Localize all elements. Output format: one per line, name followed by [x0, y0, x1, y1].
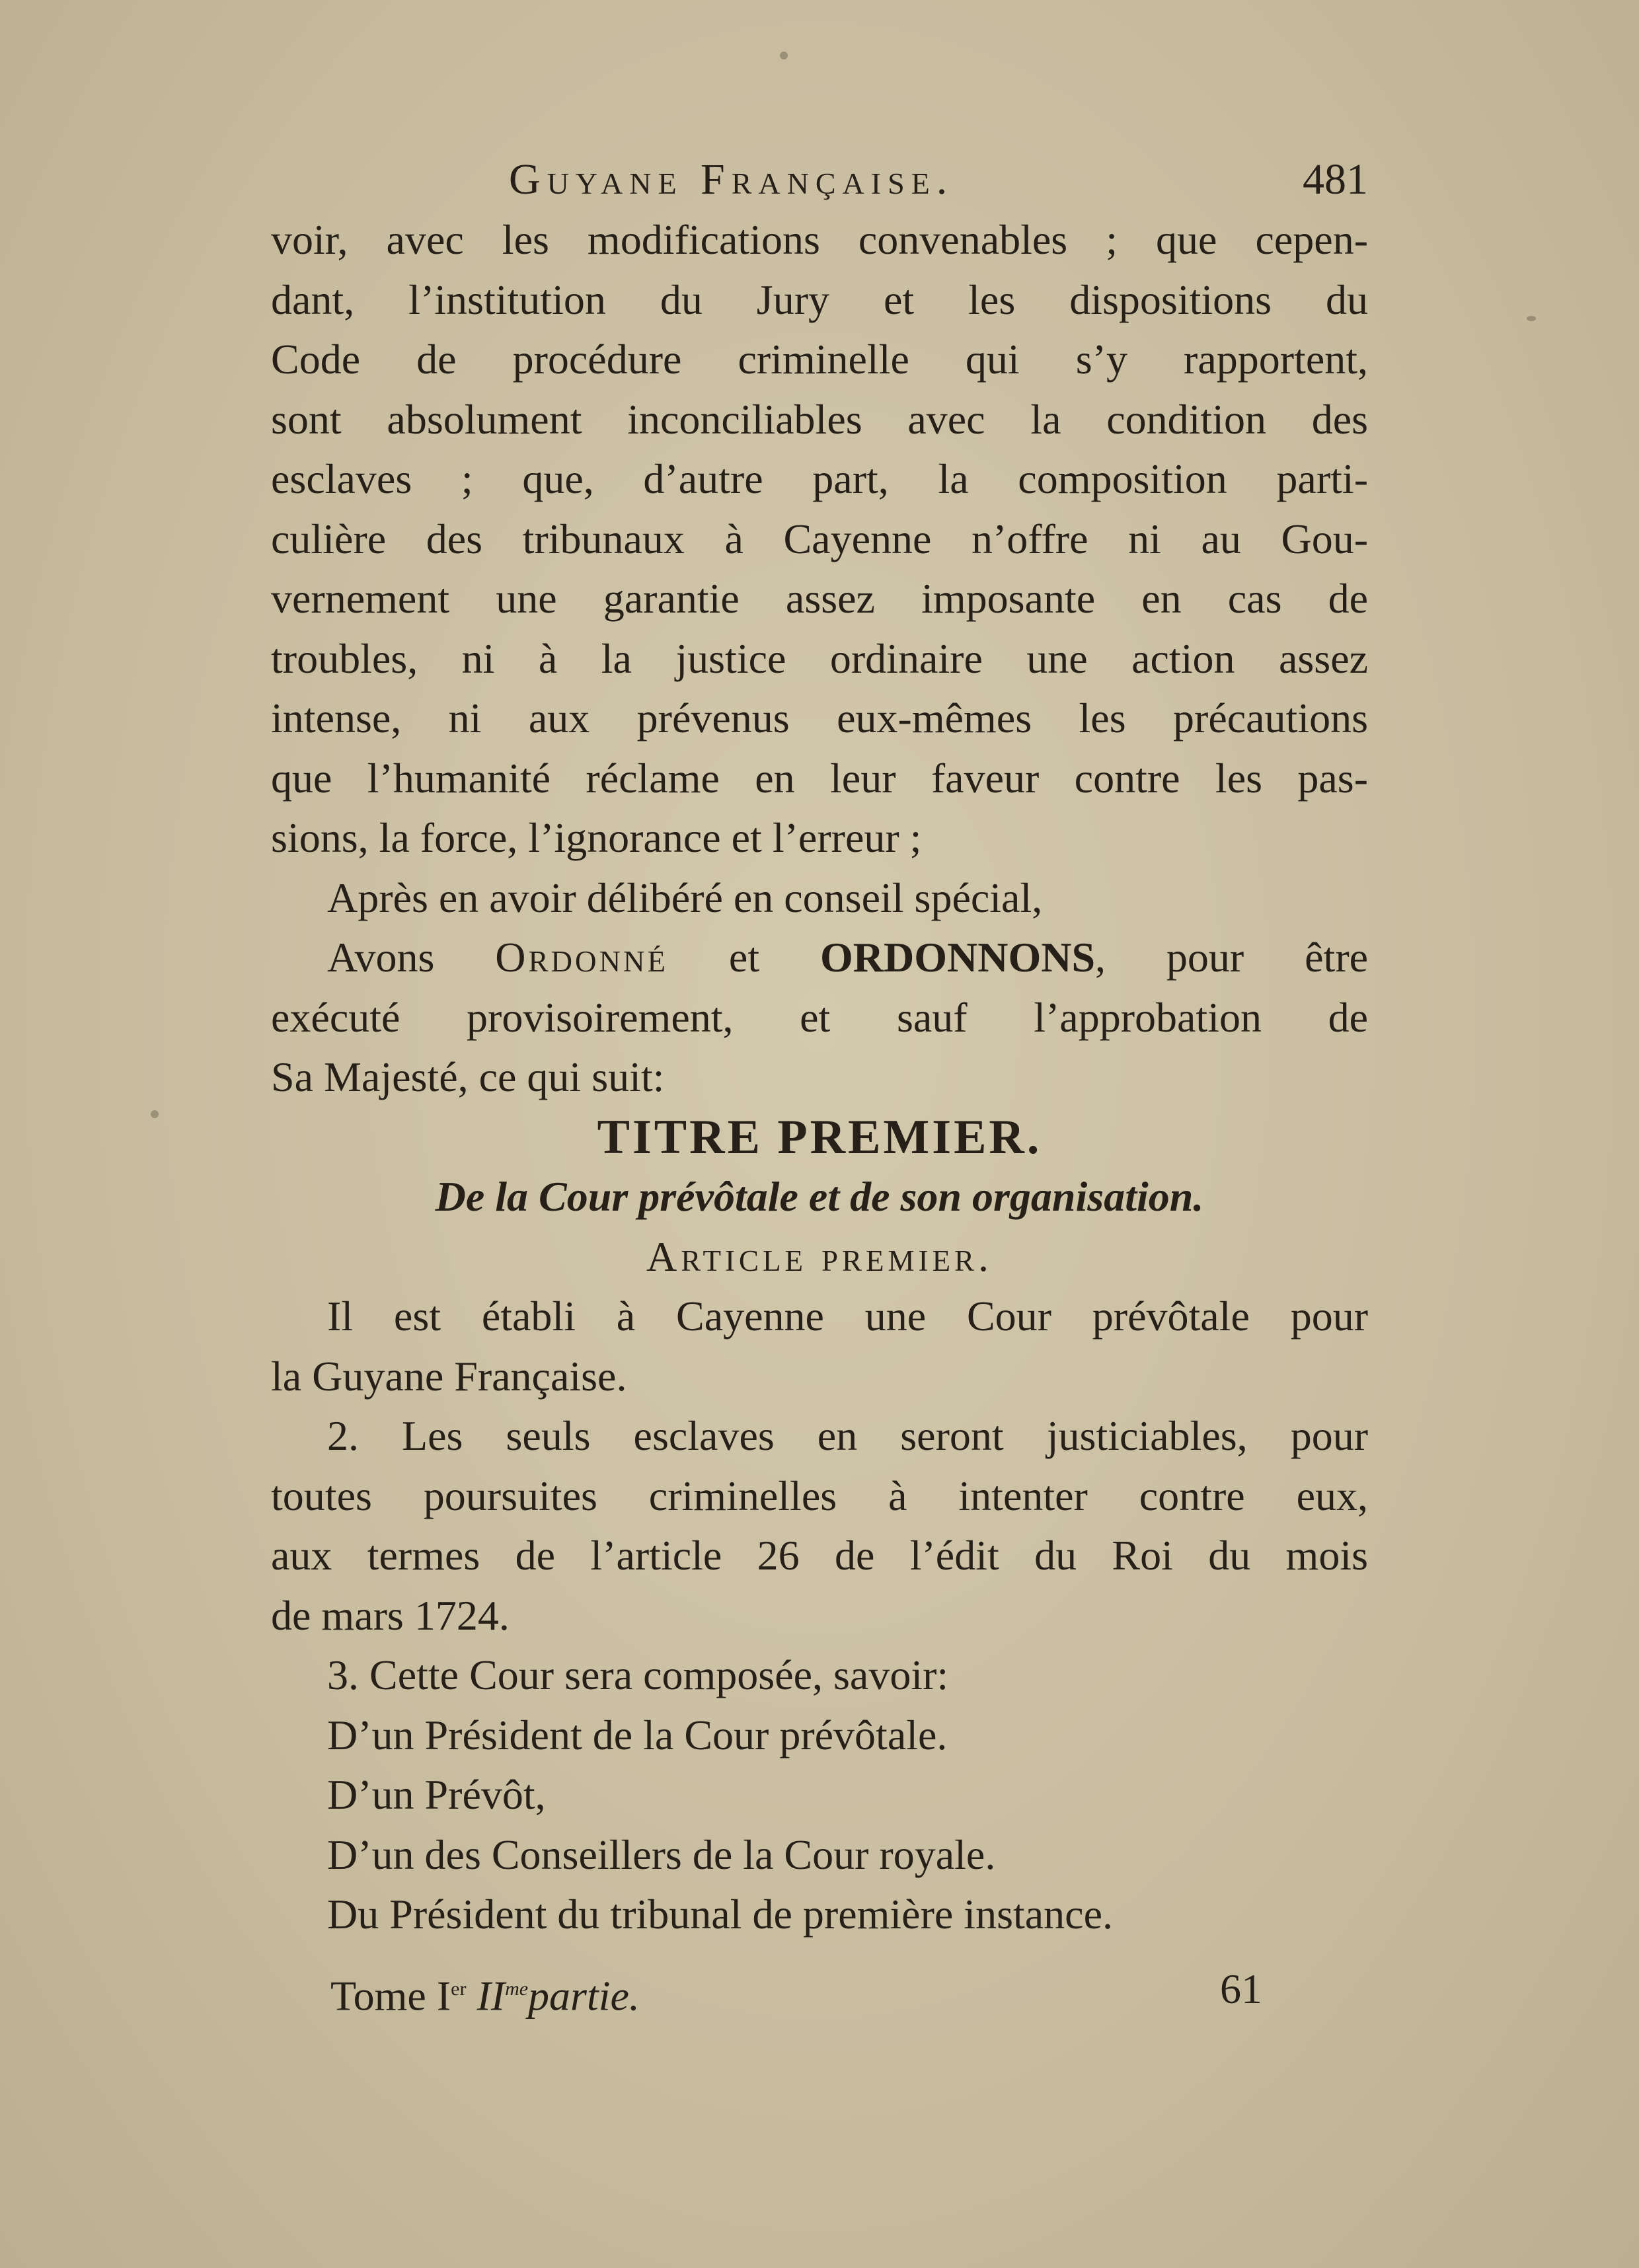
text-line: que l’humanité réclame en leur faveur contre les pas-: [271, 754, 1368, 802]
article-line: D’un des Conseillers de la Cour royale.: [327, 1831, 996, 1878]
avons-ordonnons-line: [271, 928, 1368, 988]
text-line: exécuté provisoirement, et sauf l’approbation de: [271, 993, 1368, 1041]
page-footer: [330, 1959, 1262, 2019]
page-body: [271, 210, 1368, 1945]
section-subtitle: De la Cour prévôtale et de son organisation.: [435, 1173, 1204, 1220]
et-word: et: [728, 934, 760, 981]
text-line: intense, ni aux prévenus eux-mêmes les précautions: [271, 695, 1368, 741]
text-line: sions, la force, l’ignorance et l’erreur ;: [271, 814, 922, 861]
article-line: D’un Prévôt,: [327, 1771, 546, 1818]
page-number: 481: [1303, 155, 1368, 204]
article-line: 3. Cette Cour sera composée, savoir:: [327, 1651, 949, 1698]
ink-speck: [780, 52, 788, 59]
partie-word: partie.: [528, 1972, 640, 2020]
text-line: dant, l’institution du Jury et les dispositions du: [271, 276, 1368, 323]
avons-word: Avons: [327, 934, 435, 981]
tome-label: Tome I: [330, 1972, 451, 2020]
running-title: Guyane Française.: [509, 155, 954, 204]
ordonne-word: Ordonné: [495, 934, 668, 981]
text-line: culière des tribunaux à Cayenne n’offre ni au Gou-: [271, 515, 1368, 562]
article-line: 2. Les seuls esclaves en seront justiciables, pour: [327, 1412, 1368, 1459]
partie-roman: II: [476, 1972, 506, 2020]
text-line: troubles, ni à la justice ordinaire une action assez: [271, 634, 1368, 682]
article-line: aux termes de l’article 26 de l’édit du Roi du mois: [271, 1532, 1368, 1579]
article-line: D’un Président de la Cour prévôtale.: [327, 1711, 948, 1758]
ink-speck: [1527, 316, 1536, 321]
tome-superscript: er: [451, 1978, 467, 2000]
article-line: la Guyane Française.: [271, 1352, 627, 1400]
avons-suffix: , pour être: [1095, 934, 1368, 981]
article-line: Du Président du tribunal de première instance.: [327, 1891, 1113, 1938]
article-line: Il est établi à Cayenne une Cour prévôtale pour: [327, 1293, 1368, 1340]
article-line: toutes poursuites criminelles à intenter contre eux,: [271, 1472, 1368, 1519]
article-heading: Article premier.: [646, 1232, 993, 1280]
ordonnons-word: ORDONNONS: [820, 934, 1096, 981]
text-line: sont absolument inconciliables avec la condition des: [271, 395, 1368, 443]
article-line: de mars 1724.: [271, 1591, 510, 1639]
volume-note: [330, 1959, 640, 2025]
running-header: [271, 153, 1368, 206]
ink-speck: [151, 1110, 159, 1118]
text-line: esclaves ; que, d’autre part, la composition parti-: [271, 455, 1368, 502]
signature-mark: 61: [1220, 1965, 1262, 2012]
text-line: Sa Majesté, ce qui suit:: [271, 1053, 665, 1100]
section-title: TITRE PREMIER.: [597, 1110, 1042, 1164]
text-line: Après en avoir délibéré en conseil spécial,: [327, 874, 1043, 921]
text-line: Code de procédure criminelle qui s’y rapportent,: [271, 336, 1368, 383]
text-line: voir, avec les modifications convenables ; que cepen-: [271, 216, 1368, 263]
text-line: vernement une garantie assez imposante en cas de: [271, 575, 1368, 622]
partie-superscript: me: [505, 1978, 529, 2000]
